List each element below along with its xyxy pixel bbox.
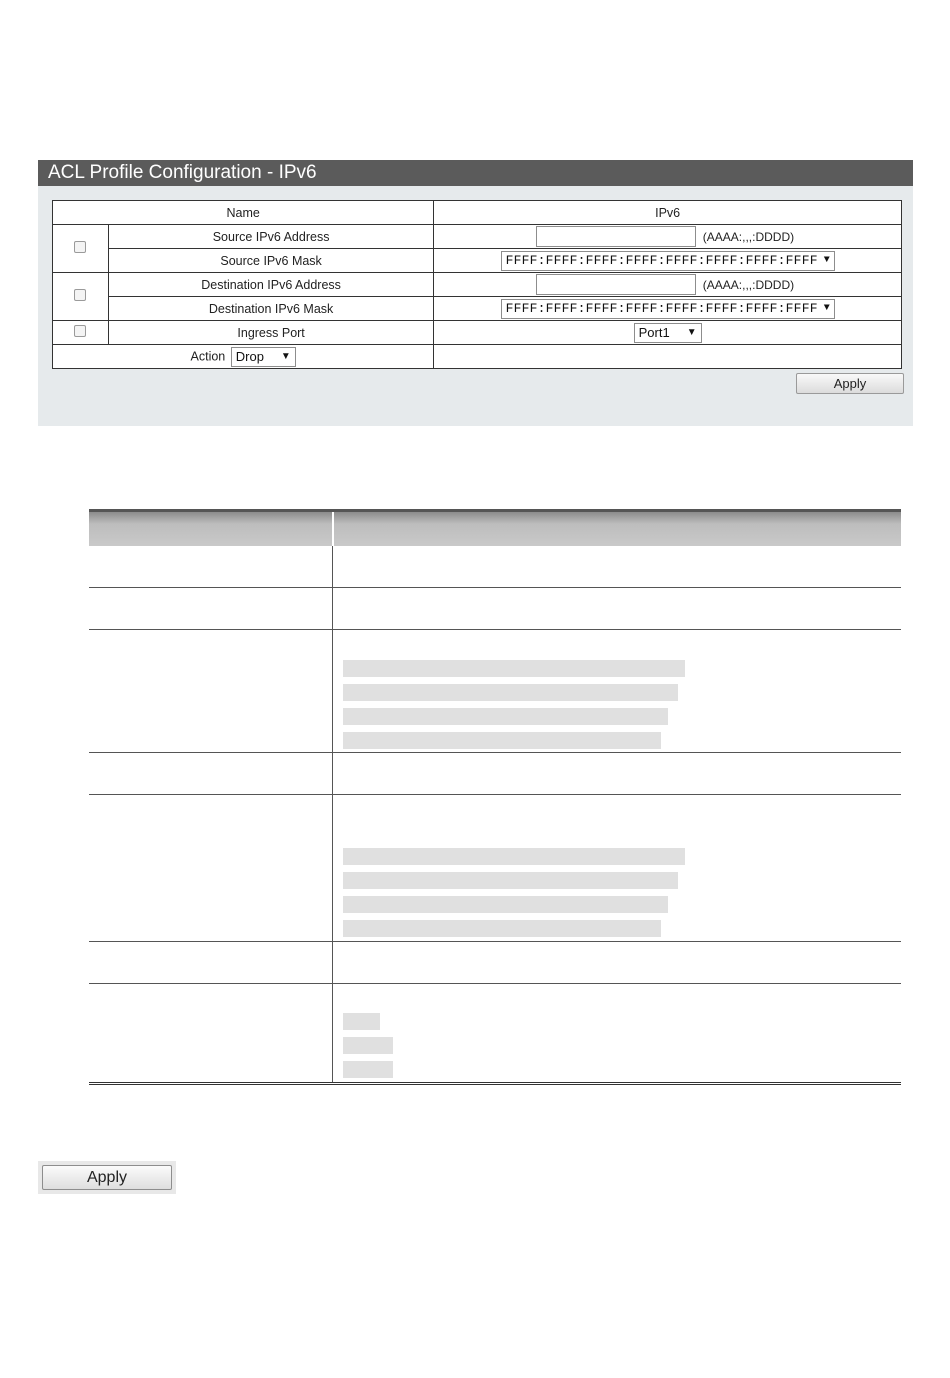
acl-profile-panel bbox=[38, 160, 913, 426]
source-mask-label: Source IPv6 Mask bbox=[108, 249, 433, 273]
header-ipv6: IPv6 bbox=[434, 201, 902, 225]
triangle-down-icon: ▼ bbox=[823, 303, 830, 314]
table-bottom-rule bbox=[89, 1082, 901, 1086]
dest-mask-cell bbox=[434, 297, 902, 321]
ingress-port-value: Port1 bbox=[638, 325, 670, 340]
dest-address-label: Destination IPv6 Address bbox=[108, 273, 433, 297]
table-row bbox=[89, 984, 901, 1082]
panel-title: ACL Profile Configuration - IPv6 bbox=[38, 160, 913, 186]
source-mask-cell bbox=[434, 249, 902, 273]
action-cell bbox=[53, 345, 434, 369]
redacted-text bbox=[343, 708, 668, 725]
redacted-text bbox=[343, 1013, 380, 1030]
redacted-text bbox=[343, 1037, 393, 1054]
description-table-header bbox=[89, 509, 901, 546]
source-address-label: Source IPv6 Address bbox=[108, 225, 433, 249]
acl-config-table bbox=[52, 200, 902, 369]
ingress-port-select[interactable] bbox=[634, 323, 702, 343]
source-checkbox[interactable] bbox=[74, 241, 86, 253]
dest-address-hint: (AAAA:,,,:DDDD) bbox=[702, 277, 795, 292]
source-mask-value: FFFF:FFFF:FFFF:FFFF:FFFF:FFFF:FFFF:FFFF bbox=[505, 253, 818, 268]
triangle-down-icon: ▼ bbox=[686, 327, 697, 338]
source-address-cell bbox=[434, 225, 902, 249]
dest-address-input[interactable] bbox=[536, 274, 696, 295]
table-row bbox=[89, 588, 901, 630]
triangle-down-icon: ▼ bbox=[280, 351, 291, 362]
redacted-text bbox=[343, 684, 678, 701]
panel-apply-button[interactable]: Apply bbox=[796, 373, 904, 394]
table-row bbox=[89, 546, 901, 588]
description-table bbox=[89, 509, 901, 1082]
ingress-port-label: Ingress Port bbox=[108, 321, 433, 345]
redacted-text bbox=[343, 896, 668, 913]
action-empty-cell bbox=[434, 345, 902, 369]
dest-mask-label: Destination IPv6 Mask bbox=[108, 297, 433, 321]
apply-button-frame bbox=[38, 1161, 176, 1194]
redacted-text bbox=[343, 872, 678, 889]
table-row bbox=[89, 795, 901, 942]
action-label: Action bbox=[190, 348, 226, 363]
redacted-text bbox=[343, 732, 661, 749]
redacted-text bbox=[343, 920, 661, 937]
ingress-port-checkbox[interactable] bbox=[74, 325, 86, 337]
source-checkbox-cell bbox=[53, 225, 109, 273]
ingress-port-cell bbox=[434, 321, 902, 345]
ingress-checkbox-cell bbox=[53, 321, 109, 345]
dest-mask-value: FFFF:FFFF:FFFF:FFFF:FFFF:FFFF:FFFF:FFFF bbox=[505, 301, 818, 316]
dest-mask-select[interactable] bbox=[501, 299, 835, 319]
header-name: Name bbox=[53, 201, 434, 225]
dest-address-cell bbox=[434, 273, 902, 297]
header-divider bbox=[332, 512, 334, 546]
triangle-down-icon: ▼ bbox=[823, 255, 830, 266]
source-mask-select[interactable] bbox=[501, 251, 835, 271]
destination-checkbox[interactable] bbox=[74, 289, 86, 301]
source-address-input[interactable] bbox=[536, 226, 696, 247]
apply-button[interactable]: Apply bbox=[42, 1165, 172, 1190]
dest-checkbox-cell bbox=[53, 273, 109, 321]
table-row bbox=[89, 630, 901, 753]
action-value: Drop bbox=[235, 349, 264, 364]
source-address-hint: (AAAA:,,,:DDDD) bbox=[702, 229, 795, 244]
table-row bbox=[89, 942, 901, 984]
table-row bbox=[89, 753, 901, 795]
action-select[interactable] bbox=[231, 347, 296, 367]
redacted-text bbox=[343, 848, 685, 865]
redacted-text bbox=[343, 660, 685, 677]
redacted-text bbox=[343, 1061, 393, 1078]
